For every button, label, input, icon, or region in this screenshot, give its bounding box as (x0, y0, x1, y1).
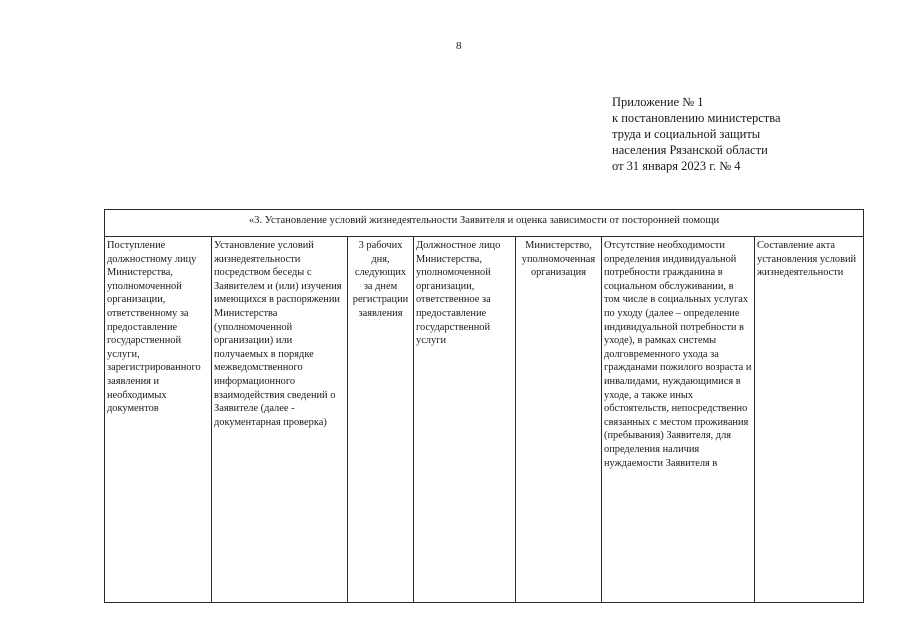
cell-basis: Поступление должностному лицу Министерства, уполномоченной организации, ответственному за предоставление государственной услуги, зарегистрированного заявления и необходимых документов (105, 237, 212, 603)
cell-criteria: Отсутствие необходимости определения индивидуальной потребности гражданина в социальном обслуживании, в том числе в социальных услугах по уходу (далее – определение индивидуальной потребности в уходе), в рамках системы долговременного ухода за гражданами пожилого возраста и инвалидами, нуждающимися в уходе, а также иных обстоятельств, непосредственно связанных с местом проживания (пребывания) Заявителя, для определения наличия нуждаемости Заявителя в (602, 237, 755, 603)
appendix-line: труда и социальной защиты (612, 127, 761, 141)
cell-content: Установление условий жизнедеятельности посредством беседы с Заявителем и (или) изучения имеющихся в распоряжении Министерства (уполномоченной организации) или получаемых в порядке межведомственного информационного взаимодействия сведений о Заявителе (далее - документарная проверка) (212, 237, 348, 603)
cell-result: Составление акта установления условий жизнедеятельности (755, 237, 864, 603)
appendix-line: от 31 января 2023 г. № 4 (612, 159, 741, 173)
page-number: 8 (456, 40, 462, 52)
appendix-line: Приложение № 1 (612, 95, 704, 109)
appendix-line: к постановлению министерства (612, 111, 781, 125)
table-row (105, 237, 864, 603)
appendix-header (612, 94, 842, 174)
cell-place: Министерство, уполномоченная организация (516, 237, 602, 603)
cell-term: 3 рабочих дня, следующих за днем регистрации заявления (348, 237, 414, 603)
section-title: «3. Установление условий жизнедеятельности Заявителя и оценка зависимости от посторонней помощи (105, 210, 864, 237)
section-title-row (105, 210, 864, 237)
appendix-line: населения Рязанской области (612, 143, 768, 157)
cell-responsible: Должностное лицо Министерства, уполномоченной организации, ответственное за предоставление государственной услуги (414, 237, 516, 603)
procedure-table (104, 209, 864, 603)
